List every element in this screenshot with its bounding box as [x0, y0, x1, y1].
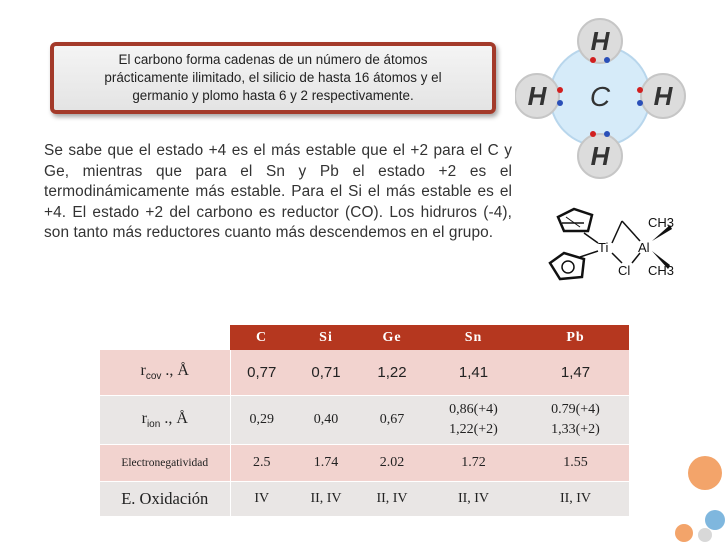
rion-si: 0,40	[293, 396, 359, 445]
header-sn: Sn	[425, 325, 522, 350]
table-row-oxidation	[100, 482, 629, 517]
table-row-rcov	[100, 350, 629, 396]
methane-diagram	[515, 16, 690, 186]
electroneg-si: 1.74	[293, 445, 359, 482]
oxidation-ge: II, IV	[359, 482, 425, 517]
oxidation-sn: II, IV	[425, 482, 522, 517]
oxidation-si: II, IV	[293, 482, 359, 517]
table-row-rion	[100, 396, 629, 445]
electroneg-ge: 2.02	[359, 445, 425, 482]
cyclopentadienyl-top-ring	[558, 209, 592, 231]
electron-dot	[590, 131, 596, 137]
callout-line-1: El carbono forma cadenas de un número de átomos	[118, 52, 428, 67]
ch3-bottom-label: CH3	[648, 263, 675, 278]
callout-line-3: germanio y plomo hasta 6 y 2 respectivamente.	[132, 88, 414, 103]
rion-ge: 0,67	[359, 396, 425, 445]
decor-circle-orange-large	[688, 456, 722, 490]
rcov-ge: 1,22	[359, 350, 425, 396]
electroneg-c: 2.5	[230, 445, 293, 482]
decor-circle-orange-small	[675, 524, 693, 542]
rion-c: 0,29	[230, 396, 293, 445]
cl-label: Cl	[618, 263, 631, 278]
electron-dot	[557, 87, 563, 93]
h-bottom-label: H	[590, 141, 610, 171]
oxidation-c: IV	[230, 482, 293, 517]
h-right-label: H	[653, 81, 673, 111]
decor-circle-gray	[698, 528, 712, 542]
electron-dot	[604, 131, 610, 137]
rcov-label: $r_{cov}$ ., Å	[100, 350, 230, 396]
header-ge: Ge	[359, 325, 425, 350]
electroneg-label: Electronegatividad	[100, 445, 230, 482]
oxidation-pb: II, IV	[522, 482, 629, 517]
rcov-pb: 1,47	[522, 350, 629, 396]
table-header-row	[100, 325, 629, 350]
decor-circle-blue	[705, 510, 725, 530]
electroneg-pb: 1.55	[522, 445, 629, 482]
callout-box	[50, 42, 496, 114]
electron-dot	[557, 100, 563, 106]
body-paragraph: Se sabe que el estado +4 es el más estable que el +2 para el C y Ge, mientras que para el Sn y Pb el estado +2 es el termodinámicamente más estable. Para el Si el más estable es el +4. El estado +2 del carbono es reductor (CO). Los hidruros (-4), son tanto más reductores cuanto más descendemos en el grupo.	[44, 142, 512, 241]
header-empty	[100, 325, 230, 350]
c-center-label: C	[589, 81, 611, 112]
al-label: Al	[638, 240, 650, 255]
electroneg-sn: 1.72	[425, 445, 522, 482]
oxidation-label: E. Oxidación	[100, 482, 230, 517]
electron-dot	[590, 57, 596, 63]
rcov-si: 0,71	[293, 350, 359, 396]
table-row-electronegativity	[100, 445, 629, 482]
cyclopentadienyl-bottom-ring	[550, 253, 584, 279]
rion-label: $r_{ion}$ ., Å	[100, 396, 230, 445]
rcov-sn: 1,41	[425, 350, 522, 396]
header-pb: Pb	[522, 325, 629, 350]
electron-dot	[604, 57, 610, 63]
callout-line-2: prácticamente ilimitado, el silicio de hasta 16 átomos y el	[104, 70, 442, 85]
ti-label: Ti	[598, 240, 609, 255]
electron-dot	[637, 87, 643, 93]
rcov-c: 0,77	[230, 350, 293, 396]
titanium-complex-diagram	[540, 205, 690, 287]
h-left-label: H	[527, 81, 547, 111]
header-c: C	[230, 325, 293, 350]
header-si: Si	[293, 325, 359, 350]
rion-sn: 0,86(+4) 1,22(+2)	[425, 396, 522, 445]
rion-pb: 0.79(+4) 1,33(+2)	[522, 396, 629, 445]
ch3-top-label: CH3	[648, 215, 675, 230]
h-top-label: H	[590, 26, 610, 56]
properties-table	[100, 325, 629, 517]
electron-dot	[637, 100, 643, 106]
